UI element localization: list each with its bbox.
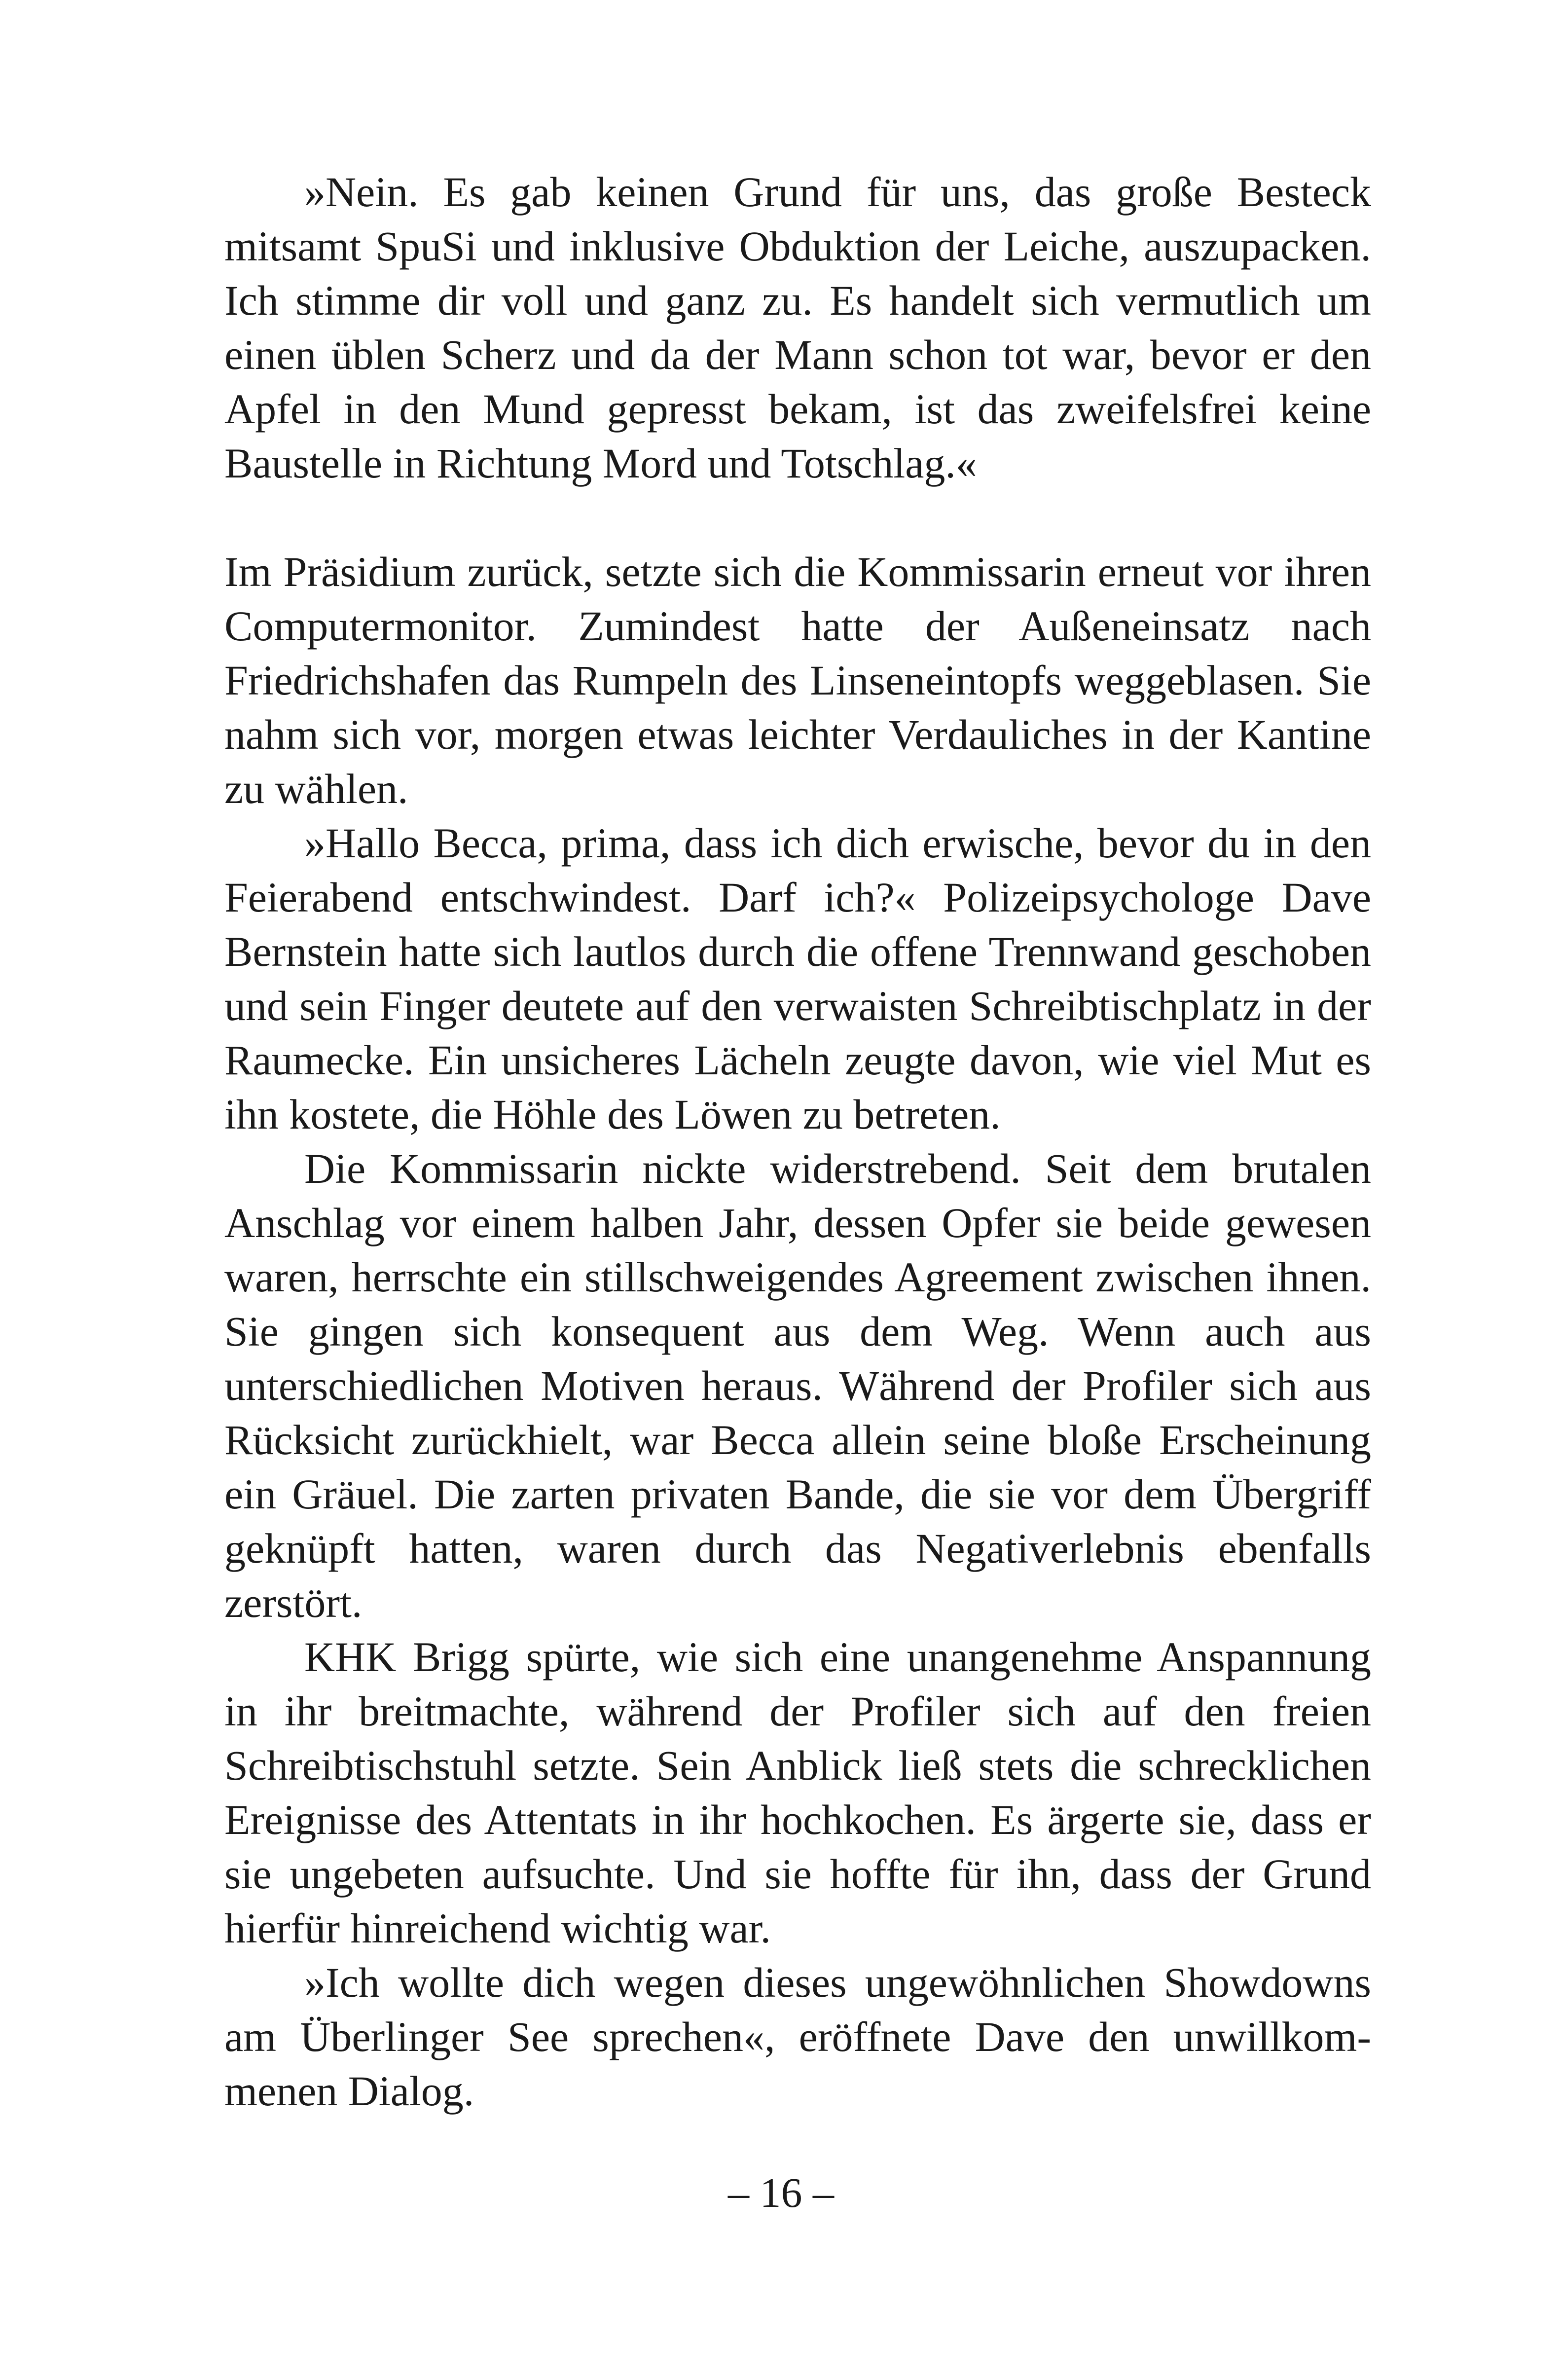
paragraph-praesidium: Im Präsidium zurück, setzte sich die Kommissarin erneut vor ihren Computermonitor. Zumindest hatte der Außeneinsatz nach Friedrichshafen das Rumpeln des Linseneintopfs weggeblasen. Sie nahm sich vor, morgen etwas leichter Verdauliches in der Kantine zu wählen.: [224, 548, 1371, 812]
paragraph-kommissarin-nickte: Die Kommissarin nickte widerstrebend. Seit dem brutalen Anschlag vor einem halben Jahr, dessen Opfer sie beide gewesen waren, herrschte ein stillschweigendes Agreement zwischen ihnen. Sie gingen sich konsequent aus dem Weg. Wenn auch aus unterschiedlichen Motiven heraus. Während der Profiler sich aus Rücksicht zurückhielt, war Becca allein seine bloße Erscheinung ein Gräuel. Die zarten privaten Bande, die sie vor dem Übergriff geknüpft hatten, waren durch das Negativerlebnis ebenfalls zerstört.: [224, 1145, 1371, 1626]
paragraph-dialogue-nein: »Nein. Es gab keinen Grund für uns, das große Besteck mitsamt SpuSi und inklusive Obduktion der Leiche, auszupacken. Ich stimme dir voll und ganz zu. Es handelt sich vermutlich um einen üblen Scherz und da der Mann schon tot war, bevor er den Apfel in den Mund gepresst bekam, ist das zweifelsfrei keine Baustelle in Richtung Mord und Totschlag.«: [224, 168, 1371, 487]
paragraph-khk-brigg: KHK Brigg spürte, wie sich eine unangenehme Anspannung in ihr breitmachte, während der Profiler sich auf den freien Schreibtischstuhl setzte. Sein Anblick ließ stets die schrecklichen Ereignisse des Attentats in ihr hochkochen. Es ärgerte sie, dass er sie ungebeten aufsuchte. Und sie hoffte für ihn, dass der Grund hierfür hinreichend wichtig war.: [224, 1633, 1371, 1952]
page-number: – 16 –: [728, 2169, 834, 2216]
paragraph-hallo-becca: »Hallo Becca, prima, dass ich dich erwische, bevor du in den Feierabend entschwindest. Darf ich?« Polizeipsychologe Dave Bernstein hatte sich lautlos durch die offene Trennwand geschoben und sein Finger deutete auf den verwaisten Schreibtischplatz in der Raumecke. Ein unsicheres Lächeln zeugte davon, wie viel Mut es ihn kostete, die Höhle des Löwen zu betreten.: [224, 819, 1371, 1138]
paragraph-showdown: »Ich wollte dich wegen dieses ungewöhnlichen Showdowns am Überlinger See sprechen«, eröffnete Dave den unwillkommenen Dialog.: [224, 1959, 1371, 2115]
body-text: [224, 165, 1371, 2118]
